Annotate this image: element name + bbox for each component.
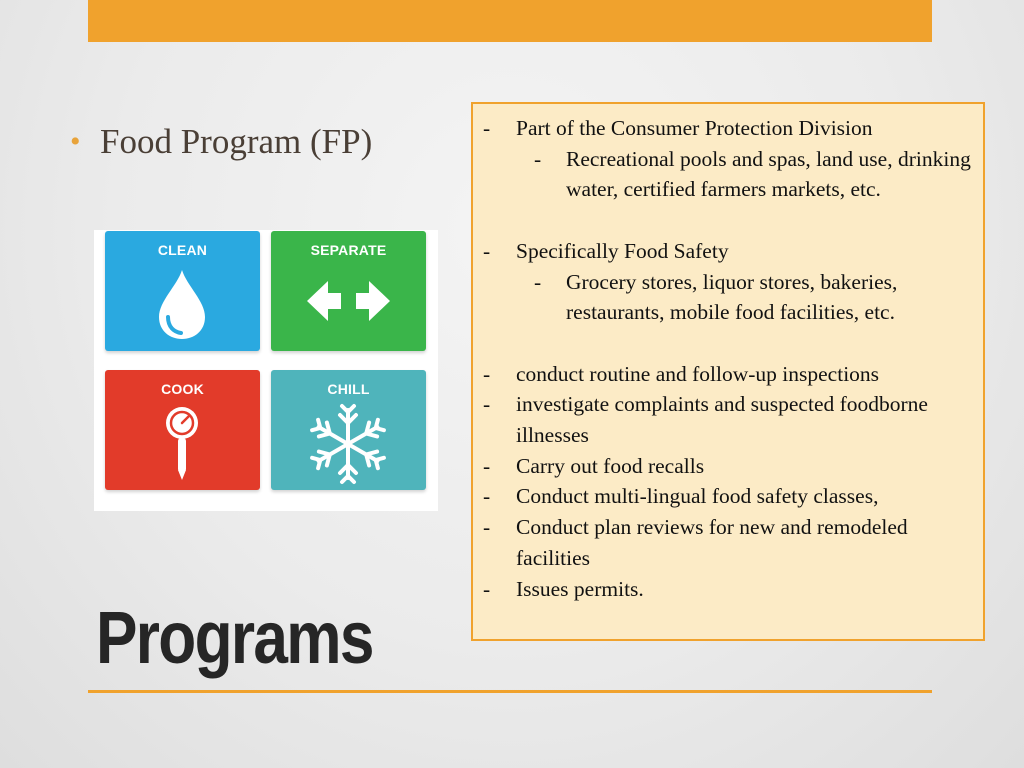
dash-marker: - [483, 453, 491, 478]
tile-clean [105, 231, 260, 351]
tile-separate [271, 231, 426, 351]
snowflake-icon [271, 370, 426, 490]
water-drop-icon [105, 231, 260, 351]
bullet-item [70, 122, 372, 162]
slide-title: Programs [96, 596, 373, 679]
dash-marker: - [483, 484, 491, 509]
top-accent-bar [88, 0, 932, 42]
spacer [481, 205, 975, 236]
dash-marker: - [534, 146, 542, 171]
dash-marker: - [483, 238, 491, 263]
list-item [481, 451, 975, 482]
list-item [481, 574, 975, 605]
tile-chill [271, 370, 426, 490]
item-text: Part of the Consumer Protection Division [516, 116, 873, 140]
food-safety-graphic [94, 230, 438, 511]
dash-marker: - [483, 392, 491, 417]
list-item [481, 236, 975, 267]
dash-marker: - [534, 269, 542, 294]
item-text: Conduct multi-lingual food safety classes, [516, 484, 879, 509]
dash-marker: - [483, 116, 491, 140]
list-item [481, 359, 975, 390]
thermometer-icon [105, 370, 260, 490]
item-text: Carry out food recalls [516, 453, 705, 478]
spacer [481, 328, 975, 359]
item-text: investigate complaints and suspected foodborne illnesses [516, 392, 928, 447]
list-item [481, 113, 975, 144]
bottom-accent-rule [88, 690, 932, 693]
item-text: Grocery stores, liquor stores, bakeries, restaurants, mobile food facilities, etc. [566, 269, 898, 325]
sub-list-item [481, 144, 975, 205]
list-item [481, 481, 975, 512]
item-text: Issues permits. [516, 576, 644, 601]
bullet-text: Food Program (FP) [100, 122, 373, 161]
bullet-dot: • [70, 125, 81, 158]
dash-marker: - [483, 515, 491, 540]
item-text: Recreational pools and spas, land use, drinking water, certified farmers markets, etc. [566, 146, 971, 202]
info-box [471, 102, 985, 641]
tile-label-separate: SEPARATE [310, 242, 387, 258]
tile-cook [105, 370, 260, 490]
list-item [481, 512, 975, 573]
tile-label-chill: CHILL [327, 381, 370, 397]
tile-label-cook: COOK [161, 381, 204, 397]
item-text: Conduct plan reviews for new and remodeled facilities [516, 515, 908, 570]
item-text: conduct routine and follow-up inspections [516, 361, 880, 386]
dash-marker: - [483, 361, 491, 386]
list-item [481, 389, 975, 450]
item-text: Specifically Food Safety [516, 238, 729, 263]
sub-list-item [481, 267, 975, 328]
double-arrow-icon [271, 231, 426, 351]
dash-marker: - [483, 576, 491, 601]
tile-label-clean: CLEAN [157, 242, 208, 258]
